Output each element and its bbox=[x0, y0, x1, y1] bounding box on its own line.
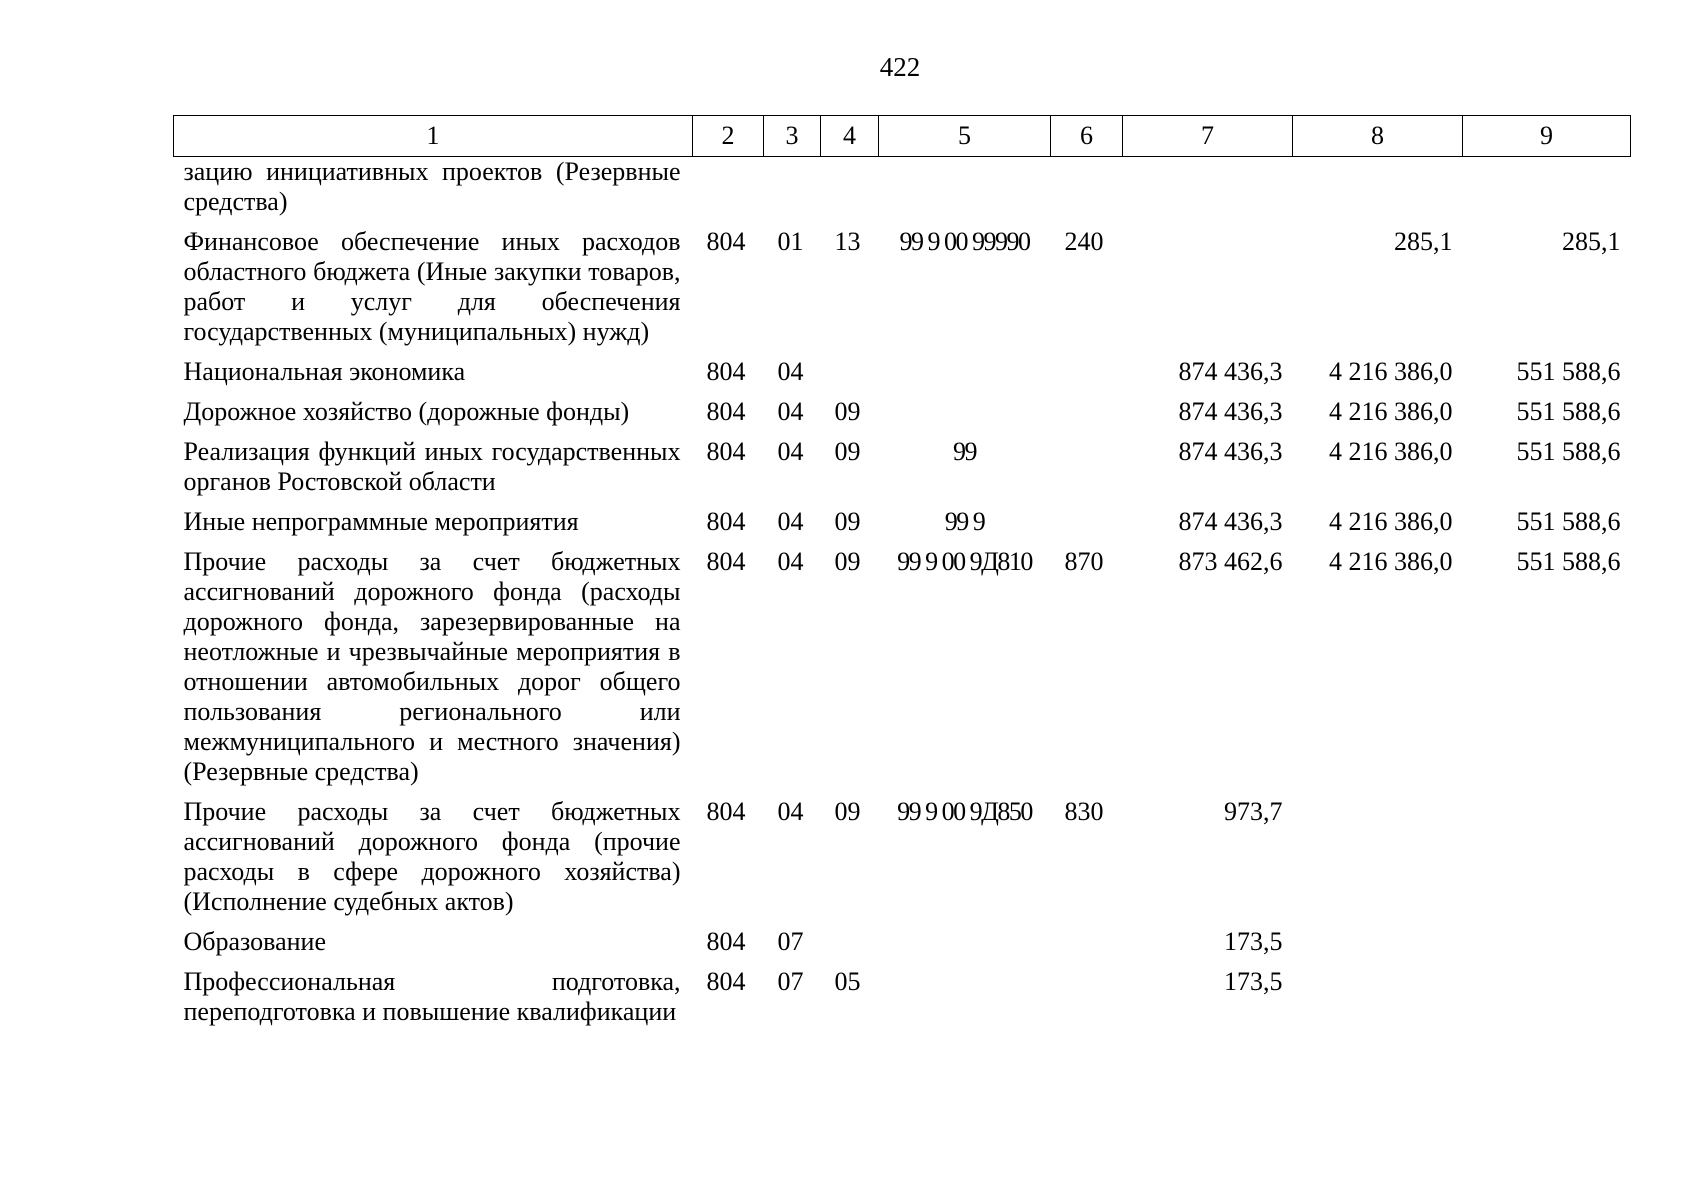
column-header: 5 bbox=[879, 116, 1051, 157]
vr-code: 240 bbox=[1064, 227, 1104, 256]
amount-col-8 bbox=[1293, 922, 1463, 962]
rz-code: 01 bbox=[777, 227, 804, 256]
row-name: Национальная экономика bbox=[183, 357, 466, 386]
amount-col-8: 4 216 386,0 bbox=[1329, 397, 1453, 426]
row-name: Прочие расходы за счет бюджетных ассигнований дорожного фонда (расходы дорожного фонда, зарезервированные на неотложные и чрезвычайные мероприятия в отношении автомобильных дорог общего пользования регионального или межмуниципального и местного значения) (Резервные средства) bbox=[183, 547, 681, 786]
rz-code: 04 bbox=[777, 547, 804, 576]
vr-code bbox=[1051, 502, 1123, 542]
table-row bbox=[174, 792, 1631, 922]
vr-code bbox=[1051, 962, 1123, 1032]
vr-code: 830 bbox=[1064, 797, 1104, 826]
pr-code: 09 bbox=[834, 437, 861, 466]
amount-col-8: 4 216 386,0 bbox=[1329, 437, 1453, 466]
pr-code: 09 bbox=[834, 797, 861, 826]
amount-col-7: 874 436,3 bbox=[1178, 437, 1283, 466]
pr-code: 09 bbox=[834, 507, 861, 536]
table-row bbox=[174, 222, 1631, 352]
table-row bbox=[174, 502, 1631, 542]
row-name: Реализация функций иных государственных органов Ростовской области bbox=[183, 437, 681, 496]
pr-code bbox=[821, 922, 879, 962]
table-row bbox=[174, 352, 1631, 392]
row-name: Прочие расходы за счет бюджетных ассигнований дорожного фонда (прочие расходы в сфере дорожного хозяйства) (Исполнение судебных актов) bbox=[183, 797, 681, 916]
csr-code bbox=[879, 392, 1051, 432]
gr-code: 804 bbox=[706, 357, 746, 386]
table-row bbox=[174, 962, 1631, 1032]
column-header: 3 bbox=[764, 116, 821, 157]
amount-col-8: 285,1 bbox=[1394, 227, 1453, 256]
amount-col-7: 173,5 bbox=[1224, 927, 1283, 956]
gr-code: 804 bbox=[706, 507, 746, 536]
amount-col-9: 551 588,6 bbox=[1516, 507, 1621, 536]
vr-code bbox=[1051, 352, 1123, 392]
pr-code: 05 bbox=[834, 967, 861, 996]
pr-code: 09 bbox=[834, 397, 861, 426]
rz-code: 04 bbox=[777, 507, 804, 536]
pr-code: 09 bbox=[834, 547, 861, 576]
row-name: зацию инициативных проектов (Резервные средства) bbox=[183, 157, 681, 216]
table-row bbox=[174, 432, 1631, 502]
column-header: 4 bbox=[821, 116, 879, 157]
amount-col-7: 873 462,6 bbox=[1178, 547, 1283, 576]
column-header: 1 bbox=[174, 116, 693, 157]
column-header: 7 bbox=[1123, 116, 1293, 157]
row-name: Образование bbox=[183, 927, 327, 956]
amount-col-9: 551 588,6 bbox=[1516, 437, 1621, 466]
rz-code: 07 bbox=[777, 967, 804, 996]
amount-col-7: 874 436,3 bbox=[1178, 397, 1283, 426]
page-number: 422 bbox=[879, 52, 921, 82]
csr-code: 99 9 bbox=[944, 507, 985, 536]
amount-col-9 bbox=[1463, 792, 1631, 922]
gr-code: 804 bbox=[706, 547, 746, 576]
column-header: 2 bbox=[693, 116, 764, 157]
gr-code: 804 bbox=[706, 927, 746, 956]
pr-code: 13 bbox=[834, 227, 861, 256]
amount-col-7: 874 436,3 bbox=[1178, 357, 1283, 386]
rz-code: 04 bbox=[777, 357, 804, 386]
amount-col-9: 551 588,6 bbox=[1516, 357, 1621, 386]
csr-code: 99 9 00 9Д810 bbox=[897, 547, 1032, 576]
amount-col-9 bbox=[1463, 922, 1631, 962]
amount-col-8: 4 216 386,0 bbox=[1329, 507, 1453, 536]
column-header: 9 bbox=[1463, 116, 1631, 157]
gr-code: 804 bbox=[706, 967, 746, 996]
amount-col-9: 551 588,6 bbox=[1516, 547, 1621, 576]
csr-code bbox=[879, 962, 1051, 1032]
rz-code: 04 bbox=[777, 397, 804, 426]
rz-code: 07 bbox=[777, 927, 804, 956]
gr-code: 804 bbox=[706, 437, 746, 466]
rz-code: 04 bbox=[777, 797, 804, 826]
csr-code bbox=[879, 352, 1051, 392]
amount-col-7: 973,7 bbox=[1224, 797, 1283, 826]
amount-col-8 bbox=[1293, 962, 1463, 1032]
amount-col-9: 551 588,6 bbox=[1516, 397, 1621, 426]
row-name: Профессиональная подготовка, переподготовка и повышение квалификации bbox=[183, 967, 681, 1026]
row-name: Иные непрограммные мероприятия bbox=[183, 507, 579, 536]
table-row-continuation bbox=[174, 157, 1631, 223]
csr-code: 99 bbox=[953, 437, 976, 466]
vr-code: 870 bbox=[1064, 547, 1104, 576]
amount-col-9: 285,1 bbox=[1562, 227, 1621, 256]
table-row bbox=[174, 542, 1631, 792]
amount-col-8: 4 216 386,0 bbox=[1329, 357, 1453, 386]
amount-col-9 bbox=[1463, 962, 1631, 1032]
amount-col-7: 874 436,3 bbox=[1178, 507, 1283, 536]
amount-col-7 bbox=[1123, 222, 1293, 352]
vr-code bbox=[1051, 432, 1123, 502]
csr-code: 99 9 00 99990 bbox=[899, 227, 1030, 256]
row-name: Финансовое обеспечение иных расходов областного бюджета (Иные закупки товаров, работ и услуг для обеспечения государственных (муниципальных) нужд) bbox=[183, 227, 681, 346]
amount-col-8: 4 216 386,0 bbox=[1329, 547, 1453, 576]
amount-col-7: 173,5 bbox=[1224, 967, 1283, 996]
table-row bbox=[174, 922, 1631, 962]
vr-code bbox=[1051, 922, 1123, 962]
row-name: Дорожное хозяйство (дорожные фонды) bbox=[183, 397, 630, 426]
budget-table bbox=[173, 115, 1631, 1032]
gr-code: 804 bbox=[706, 227, 746, 256]
column-header: 6 bbox=[1051, 116, 1123, 157]
gr-code: 804 bbox=[706, 797, 746, 826]
table-row bbox=[174, 392, 1631, 432]
column-header: 8 bbox=[1293, 116, 1463, 157]
pr-code bbox=[821, 352, 879, 392]
rz-code: 04 bbox=[777, 437, 804, 466]
csr-code bbox=[879, 922, 1051, 962]
vr-code bbox=[1051, 392, 1123, 432]
amount-col-8 bbox=[1293, 792, 1463, 922]
csr-code: 99 9 00 9Д850 bbox=[897, 797, 1032, 826]
gr-code: 804 bbox=[706, 397, 746, 426]
table-header-row bbox=[174, 116, 1631, 157]
